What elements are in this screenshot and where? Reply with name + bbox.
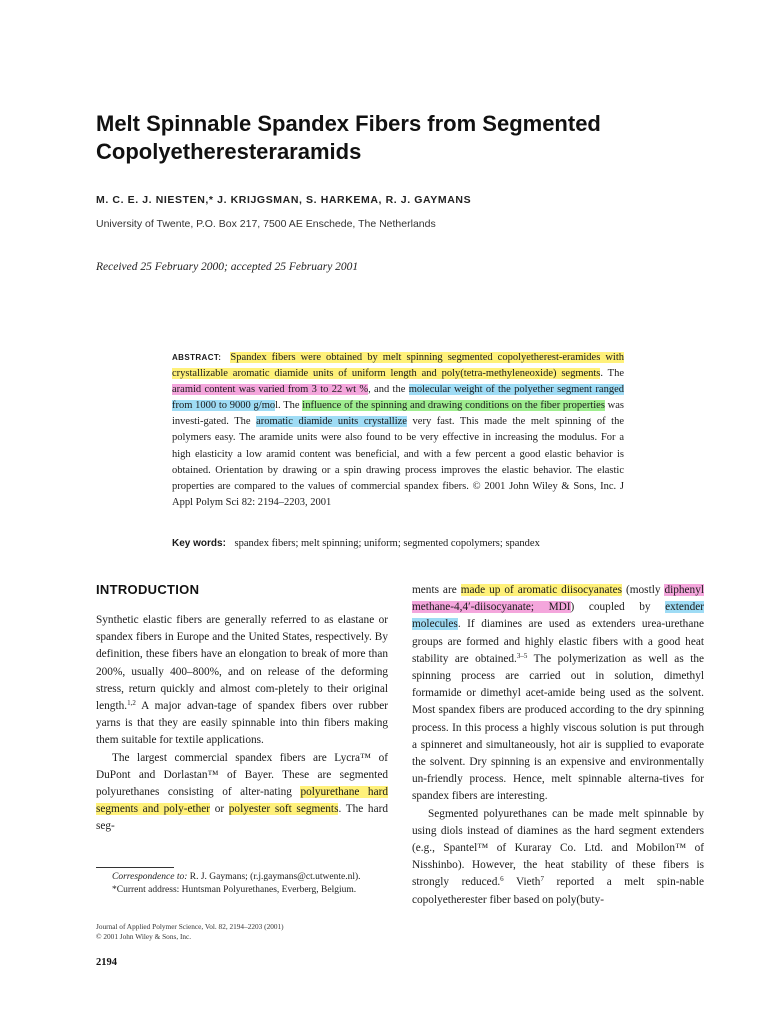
- highlight: polyurethane hard segments and poly-ether: [96, 786, 389, 816]
- abstract-text: was investi-gated. The: [172, 400, 624, 428]
- abstract-body: [172, 352, 624, 508]
- footnotes: [96, 871, 388, 897]
- abstract-text: , and the: [368, 384, 409, 396]
- paragraph: Segmented polyurethanes can be made melt spinnable by using diols instead of diamines as the hard segment extenders (e.g., Spantel™ of Kuraray Co. Ltd. and Mobilon™ of Nisshinbo). However, the heat stability of these fibers is strongly reduced.$^6$ Vieth$^7$ reported a melt spin-nable copolyetherester fiber based on poly(buty-: [412, 807, 704, 906]
- keywords-text: spandex fibers; melt spinning; uniform; segmented copolymers; spandex: [234, 538, 540, 549]
- keywords: [172, 538, 540, 549]
- current-address-note: *Current address: Huntsman Polyurethanes, Everberg, Belgium.: [112, 885, 357, 895]
- highlight: Spandex fibers were obtained by melt spinning segmented copolyetherest-eramides with crystallizable aromatic diamide units of uniform length and poly(tetra-methyleneoxide) segments: [172, 352, 624, 380]
- copyright: © 2001 John Wiley & Sons, Inc.: [96, 932, 192, 941]
- highlight: extender molecules: [412, 601, 704, 631]
- highlight: polyester soft segments: [228, 803, 339, 816]
- highlight: made up of aromatic diisocyanates: [460, 584, 623, 596]
- footnote-rule: [96, 867, 174, 868]
- right-column: [412, 582, 704, 909]
- abstract-text: . The: [600, 368, 625, 380]
- affiliation: University of Twente, P.O. Box 217, 7500 AE Enschede, The Netherlands: [96, 218, 436, 230]
- abstract-text: l. The: [275, 400, 303, 412]
- received-date: Received 25 February 2000; accepted 25 February 2001: [96, 261, 359, 273]
- keywords-label: Key words:: [172, 538, 226, 549]
- citation: 3–5: [516, 651, 528, 660]
- highlight: aramid content was varied from 3 to 22 wt %: [172, 384, 369, 396]
- abstract-text: very fast. This made the melt spinning of the polymers easy. The aramide units were also found to be very effective in increasing the modulus. For a high elasticity a low aramid content was beneficial, and with a few percent a good elastic behavior is obtained. Orientation by drawing or a spin drawing process improves the elastic behavior. The elastic properties are compared to the values of commercial spandex fibers. © 2001 John Wiley & Sons, Inc. J Appl Polym Sci 82: 2194–2203, 2001: [172, 416, 624, 508]
- abstract-label: ABSTRACT:: [172, 353, 222, 362]
- journal-info: [96, 922, 388, 942]
- author-list: M. C. E. J. NIESTEN,* J. KRIJGSMAN, S. HARKEMA, R. J. GAYMANS: [96, 194, 472, 206]
- paragraph: ments are made up of aromatic diisocyanates (mostly diphenyl methane-4,4′-diisocyanate; MDI) coupled by extender molecules. If diamines are used as extenders urea-urethane groups are formed and highly elastic fibers with a good heat stability are obtained.$^{3-5}$ The polymerization as well as the spinning process are carried out in solution, dimethyl formamide or dimethyl acet-amide being used as the solvent. Most spandex fibers are produced according to the dry spinning process. In this process a highly viscous solution is put through a spinneret and simultaneously, hot air is supplied to evaporate the solvent. Dry spinning is an expensive and environmentally un-friendly process. Hence, melt spinnable alterna-tives for spandex fibers are interesting.: [412, 584, 704, 803]
- citation: 6: [500, 875, 504, 884]
- paragraph: The largest commercial spandex fibers are Lycra™ of DuPont and Dorlastan™ of Bayer. These are segmented polyurethanes consisting of alter-nating polyurethane hard segments and poly-ether or polyester soft segments. The hard seg-: [96, 751, 389, 833]
- abstract: [172, 350, 624, 511]
- paper-title: Melt Spinnable Spandex Fibers from Segmented Copolyetheresteraramids: [96, 111, 601, 164]
- citation: 7: [540, 875, 544, 884]
- citation: 1,2: [127, 699, 136, 708]
- highlight: molecular weight of the polyether segment ranged from 1000 to 9000 g/mo: [172, 384, 624, 412]
- paragraph: Synthetic elastic fibers are generally referred to as elastane or spandex fibers in Europe and the United States, respectively. By definition, these fibers have an elongation to break of more than 200%, usually 400–800%, and on release of the deforming stress, return quickly and almost com-pletely to their original length.$^{1,2}$ A major advan-tage of spandex fibers over rubber yarns is that they are easily spinnable into thin fibers making them suitable for textile applications.: [96, 614, 388, 747]
- highlight: aromatic diamide units crystallize: [256, 416, 407, 428]
- correspondence-note: Correspondence to: R. J. Gaymans; (r.j.gaymans@ct.utwente.nl).: [112, 872, 361, 882]
- journal-citation: Journal of Applied Polymer Science, Vol. 82, 2194–2203 (2001): [96, 922, 284, 931]
- section-heading-introduction: INTRODUCTION: [96, 582, 200, 597]
- highlight: diphenyl methane-4,4′-diisocyanate; MDI: [412, 584, 704, 614]
- left-column: [96, 612, 388, 836]
- page-number: 2194: [96, 957, 117, 968]
- highlight: influence of the spinning and drawing conditions on the fiber properties: [302, 400, 605, 412]
